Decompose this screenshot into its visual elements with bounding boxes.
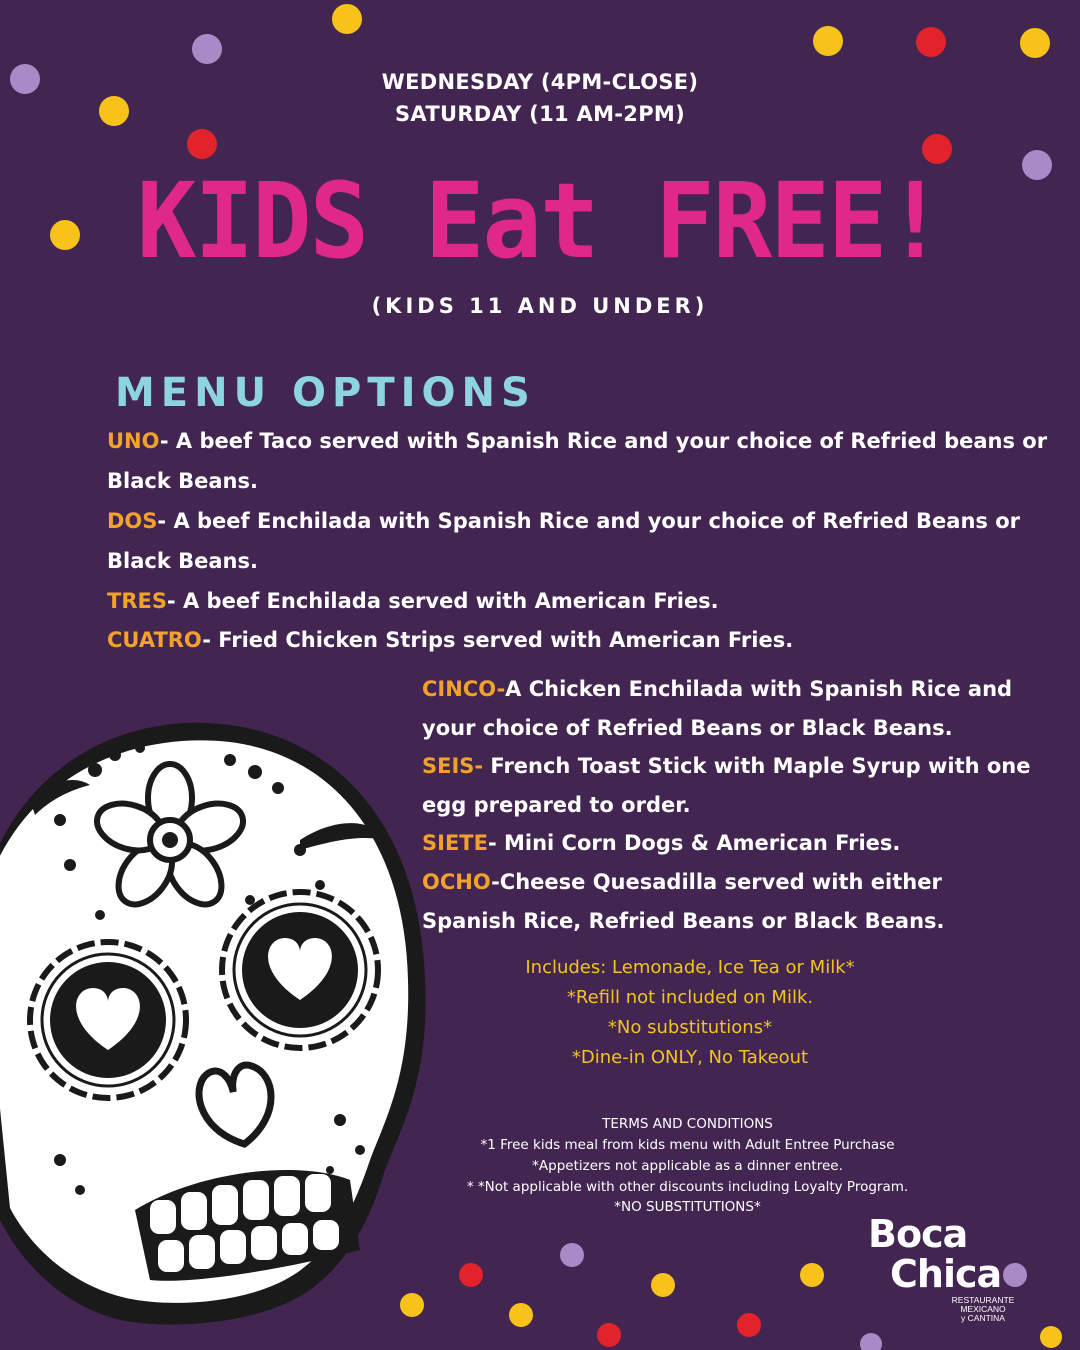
poster-title: KIDS Eat FREE! (136, 160, 944, 282)
menu-item-tres (107, 581, 1057, 621)
confetti-dot-icon (737, 1313, 761, 1337)
dine-in-note: *Dine-in ONLY, No Takeout (571, 1047, 809, 1068)
refill-note: *Refill not included on Milk. (566, 987, 814, 1008)
menu-item-ocho (422, 863, 1042, 940)
menu-item-dos (107, 501, 1057, 581)
logo-text-boca: Boca (868, 1212, 968, 1256)
confetti-dot-icon (332, 4, 362, 34)
terms-line: * *Not applicable with other discounts including Loyalty Program. (466, 1179, 909, 1195)
menu-item-text: French Toast Stick with Maple Syrup with one egg prepared to order. (422, 754, 1031, 817)
menu-item-label: TRES (107, 589, 167, 613)
logo-tagline: MEXICANO (960, 1304, 1006, 1314)
menu-item-label: SEIS- (422, 754, 484, 778)
schedule-wednesday: WEDNESDAY (4PM-CLOSE) (381, 70, 699, 94)
confetti-dot-icon (187, 129, 217, 159)
confetti-dot-icon (560, 1243, 584, 1267)
menu-item-label: DOS (107, 509, 158, 533)
terms-line: *1 Free kids meal from kids menu with Adult Entree Purchase (480, 1137, 895, 1153)
confetti-dot-icon (813, 26, 843, 56)
logo-tagline: y CANTINA (961, 1313, 1005, 1323)
confetti-dot-icon (860, 1333, 882, 1350)
menu-item-cuatro (107, 620, 1057, 660)
menu-item-text: - A beef Enchilada served with American Fries. (166, 589, 719, 613)
menu-item-label: CINCO- (422, 677, 506, 701)
confetti-dot-icon (1020, 28, 1050, 58)
age-limit-subtitle: (KIDS 11 AND UNDER) (371, 294, 709, 318)
confetti-dot-icon (1040, 1326, 1062, 1348)
menu-item-uno (107, 421, 1057, 501)
confetti-dot-icon (800, 1263, 824, 1287)
sugar-skull-icon (0, 700, 440, 1350)
boca-chica-logo (862, 1212, 1032, 1332)
confetti-dot-icon (509, 1303, 533, 1327)
terms-heading: TERMS AND CONDITIONS (602, 1116, 773, 1132)
terms-line: *NO SUBSTITUTIONS* (614, 1199, 761, 1215)
menu-item-cinco (422, 670, 1042, 747)
menu-item-label: CUATRO (107, 628, 203, 652)
terms-line: *Appetizers not applicable as a dinner entree. (532, 1158, 843, 1174)
menu-item-text: - A beef Taco served with Spanish Rice and your choice of Refried beans or Black Beans. (107, 429, 1048, 493)
menu-options-heading: MENU OPTIONS (115, 370, 536, 416)
menu-item-text: A Chicken Enchilada with Spanish Rice and your choice of Refried Beans or Black Beans. (422, 677, 1013, 740)
logo-tagline: RESTAURANTE (951, 1295, 1015, 1305)
menu-item-label: UNO (107, 429, 160, 453)
confetti-dot-icon (597, 1323, 621, 1347)
menu-item-text: - A beef Enchilada with Spanish Rice and your choice of Refried Beans or Black Beans. (107, 509, 1021, 573)
menu-item-siete (422, 824, 1042, 863)
confetti-dot-icon (459, 1263, 483, 1287)
confetti-dot-icon (916, 27, 946, 57)
includes-note: Includes: Lemonade, Ice Tea or Milk* (525, 957, 855, 978)
menu-item-label: SIETE (422, 831, 488, 855)
substitutions-note: *No substitutions* (607, 1017, 773, 1038)
logo-text-chica: Chica (890, 1252, 1002, 1296)
confetti-dot-icon (651, 1273, 675, 1297)
schedule-saturday: SATURDAY (11 AM-2PM) (395, 102, 685, 126)
confetti-dot-icon (192, 34, 222, 64)
menu-item-text: - Fried Chicken Strips served with American Fries. (202, 628, 794, 652)
menu-item-seis (422, 747, 1042, 824)
menu-item-text: - Mini Corn Dogs & American Fries. (487, 831, 901, 855)
menu-item-label: OCHO (422, 870, 492, 894)
menu-item-text: -Cheese Quesadilla served with either Spanish Rice, Refried Beans or Black Beans. (422, 870, 945, 933)
